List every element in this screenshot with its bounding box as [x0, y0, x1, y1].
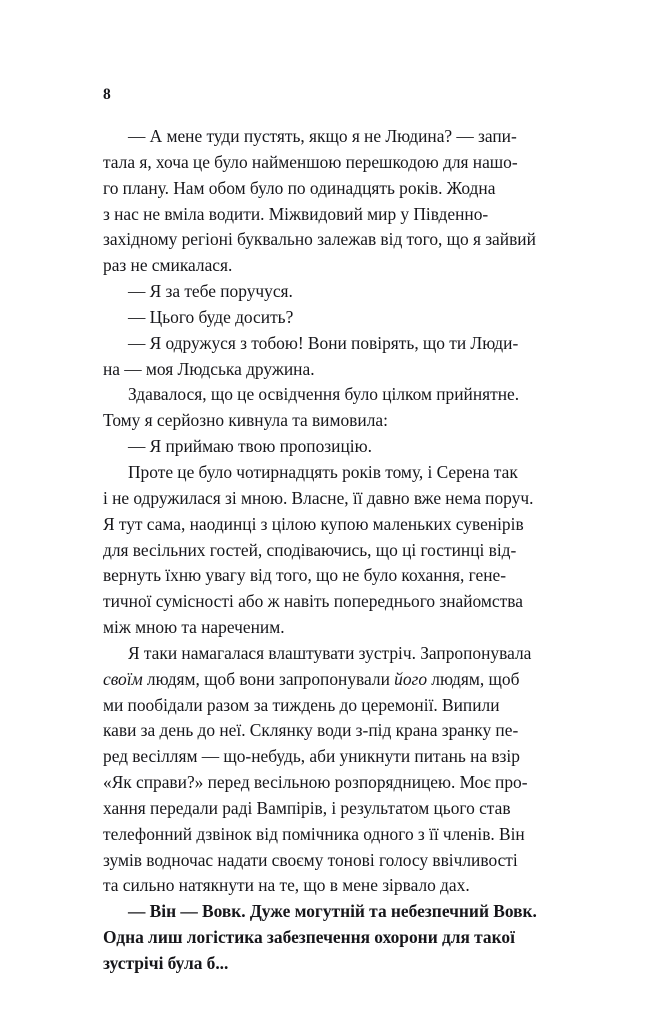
text-line: зустрічі була б... — [103, 953, 229, 973]
text-line: ред весіллям — що-небудь, аби уникнути питань на взір — [103, 746, 520, 767]
text-line: Я тут сама, наодинці з цілою купою маленьких сувенірів — [103, 513, 524, 534]
italic-emphasis: своїм — [103, 668, 143, 689]
text-line: — Я одружуся з тобою! Вони повірять, що ти Люди- — [128, 332, 519, 353]
text-line: своїм людям, щоб вони запропонували його людям, щоб — [103, 668, 520, 689]
text-line: — Я приймаю твою пропозицію. — [128, 436, 372, 457]
text-line: кави за день до неї. Склянку води з-під крана зранку пе- — [103, 720, 519, 741]
text-line: «Як справи?» перед весільною розпорядницею. Моє про- — [103, 772, 528, 793]
text-line: — А мене туди пустять, якщо я не Людина? — запи- — [128, 126, 517, 146]
text-line: телефонний дзвінок від помічника одного з її членів. Він — [103, 823, 525, 844]
text-line: Проте це було чотирнадцять років тому, і Серена так — [128, 461, 518, 482]
text-line: з нас не вміла водити. Міжвидовий мир у Південно- — [103, 203, 489, 224]
paragraph — [103, 460, 551, 641]
paragraph — [103, 434, 551, 460]
paragraph — [103, 641, 551, 899]
text-line: тичної сумісності або ж навіть попереднього знайомства — [103, 591, 523, 612]
text-line: Тому я серйозно кивнула та вимовила: — [103, 410, 388, 431]
text-line: тала я, хоча це було найменшою перешкодою для нашо- — [103, 151, 518, 172]
text-line: раз не смикалася. — [103, 255, 233, 276]
text-line: на — моя Людська дружина. — [103, 358, 315, 379]
paragraph — [103, 382, 551, 434]
text-line: і не одружилася зі мною. Власне, її давно вже нема поруч. — [103, 487, 534, 508]
text-line: го плану. Нам обом було по одинадцять років. Жодна — [103, 177, 496, 198]
paragraph — [103, 279, 551, 305]
text-line: для весільних гостей, сподіваючись, що ці гостинці від- — [103, 539, 517, 560]
text-line: між мною та нареченим. — [103, 617, 285, 638]
text-line: Здавалося, що це освідчення було цілком прийнятне. — [128, 384, 520, 405]
text-line: та сильно натякнути на те, що в мене зірвало дах. — [103, 875, 470, 896]
text-line: — Цього буде досить? — [128, 306, 294, 327]
text-line: Одна лиш логістика забезпечення охорони для такої — [103, 927, 515, 948]
page-number: 8 — [103, 86, 111, 103]
text-line: західному регіоні буквально залежав від того, що я зайвий — [103, 229, 536, 250]
text-line: Я таки намагалася влаштувати зустріч. Запропонувала — [128, 642, 532, 663]
text-line: — Він — Вовк. Дуже могутній та небезпечний Вовк. — [128, 901, 537, 922]
text-line: зумів водночас надати своєму тонові голосу ввічливості — [103, 849, 518, 870]
paragraph — [103, 305, 551, 331]
paragraph — [103, 899, 551, 977]
paragraph — [103, 331, 551, 383]
italic-emphasis: його — [394, 668, 428, 689]
text-line: вернуть їхню увагу від того, що не було кохання, гене- — [103, 565, 507, 586]
text-line: хання передали раді Вампірів, і результатом цього став — [103, 797, 511, 818]
body-text-column — [103, 124, 551, 977]
text-line: ми пообідали разом за тиждень до церемонії. Випили — [103, 694, 500, 715]
paragraph — [103, 124, 551, 279]
text-line: — Я за тебе поручуся. — [128, 281, 293, 302]
